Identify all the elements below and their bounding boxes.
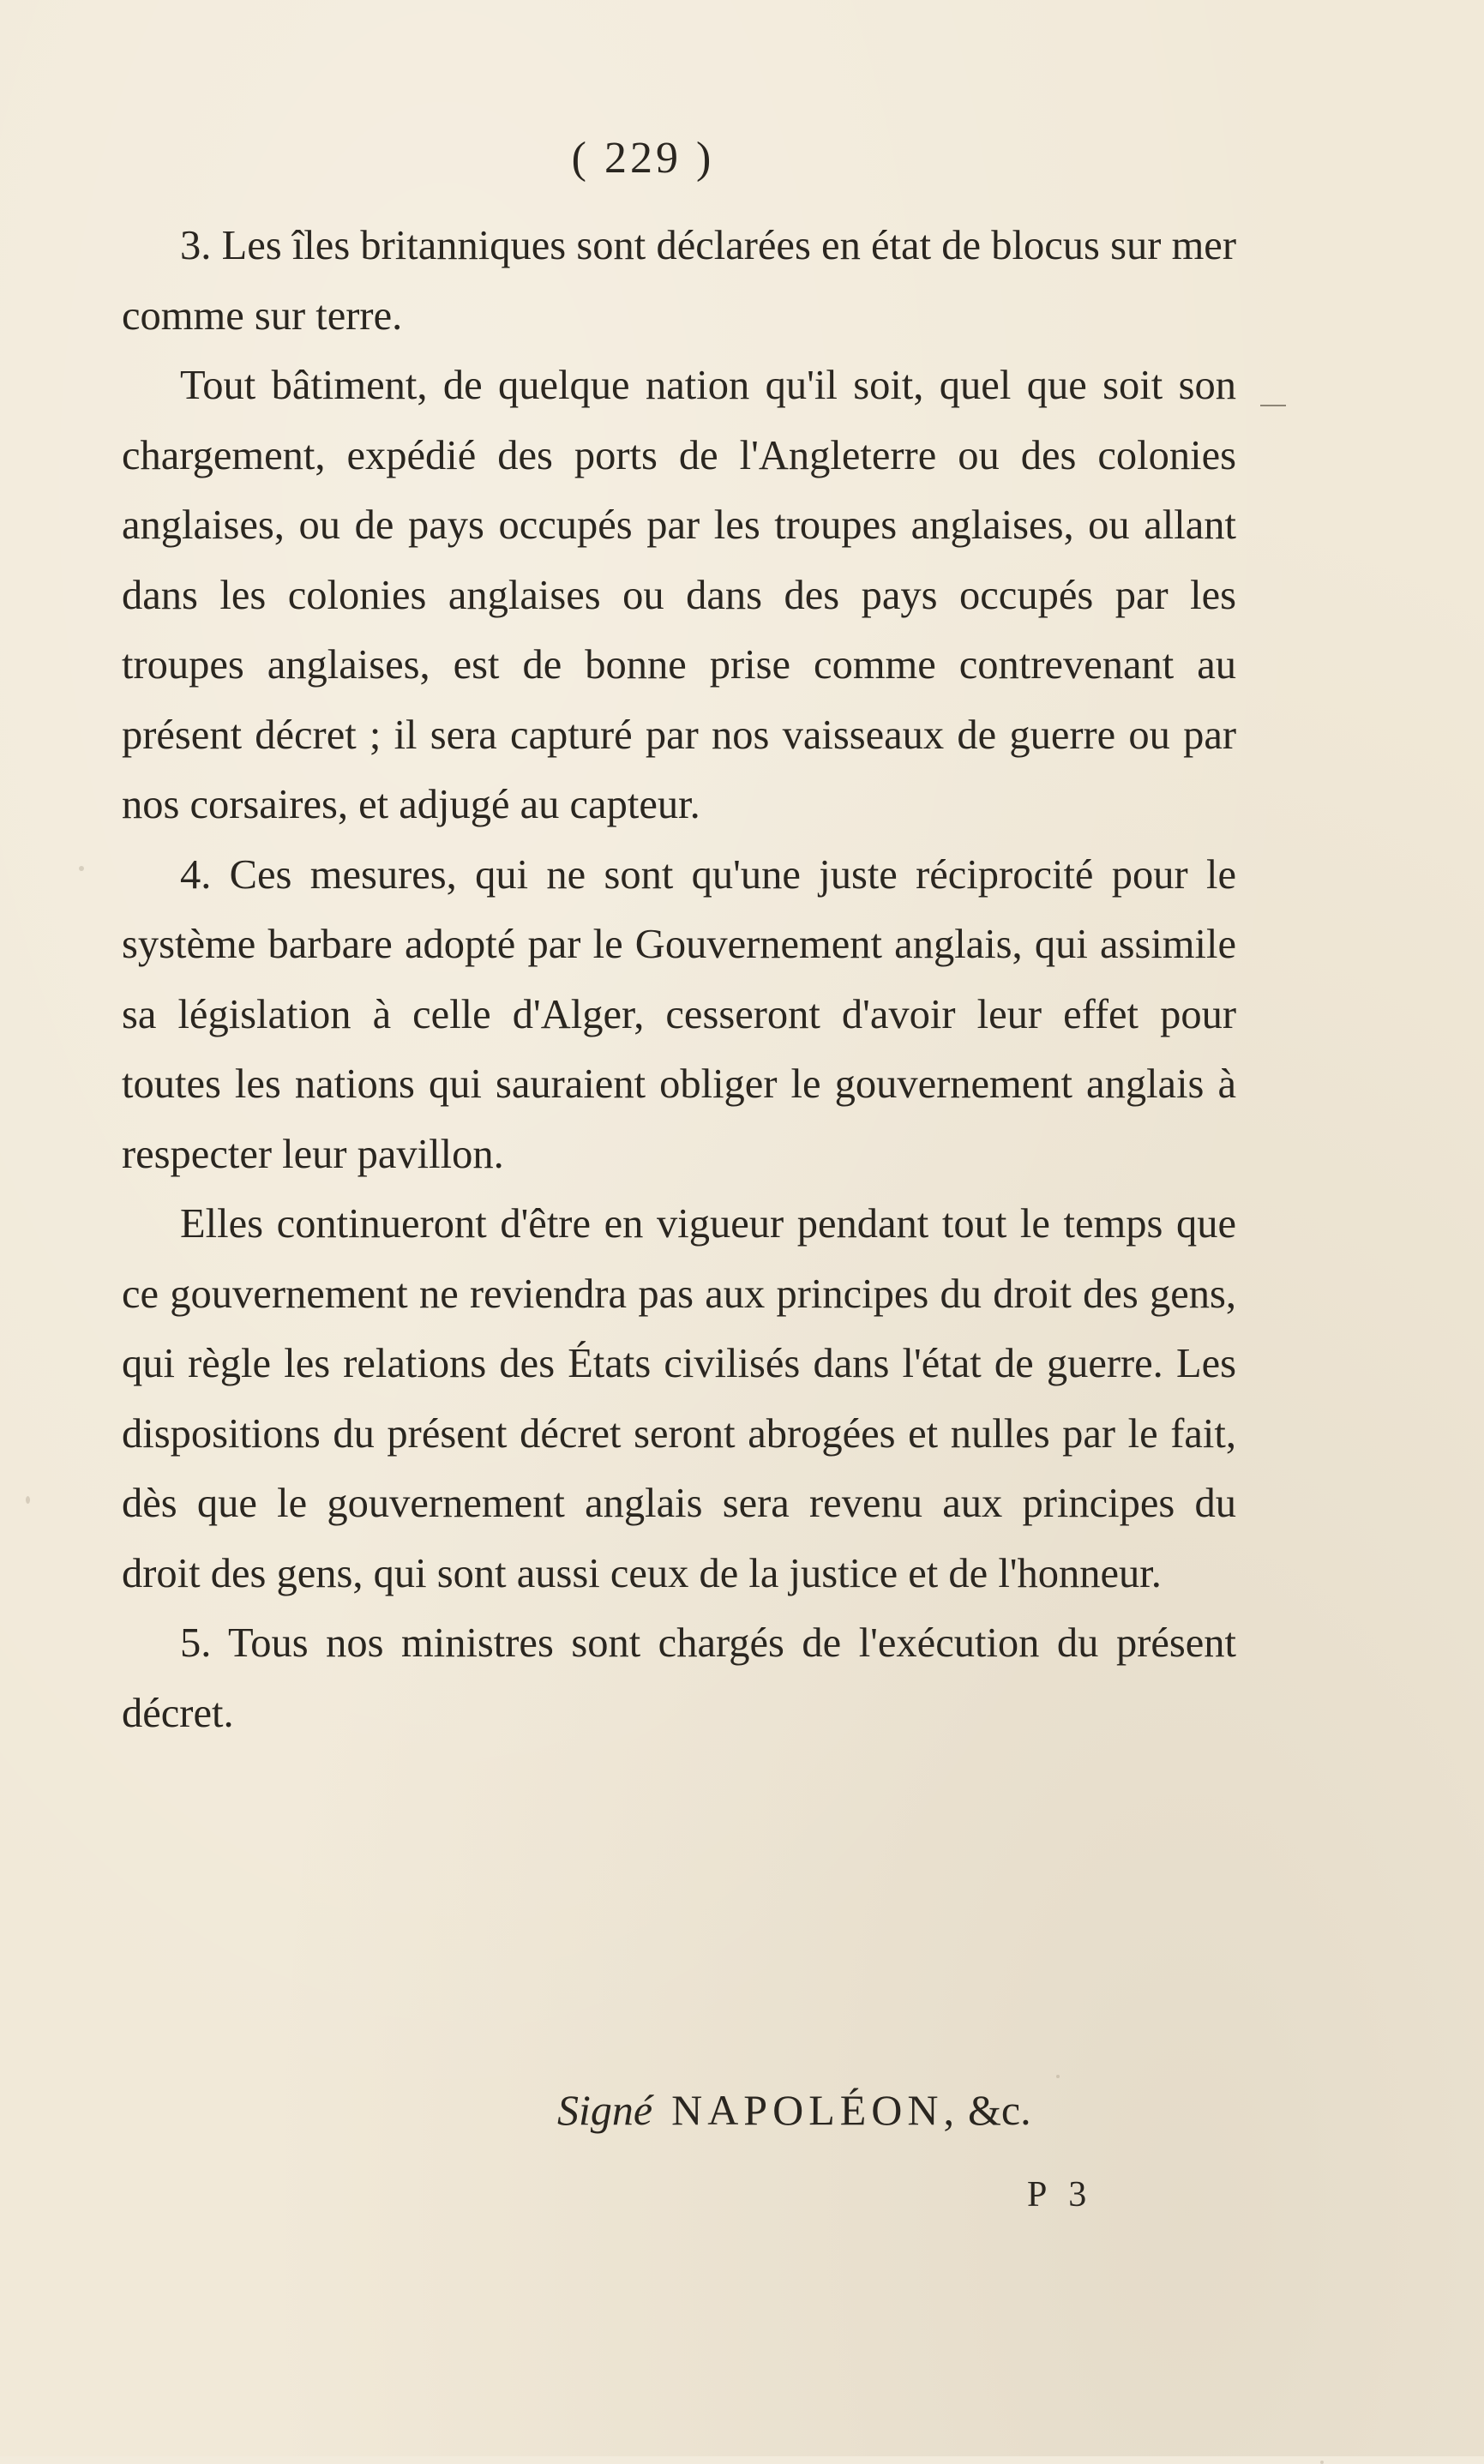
foxing-spot bbox=[1056, 2075, 1060, 2078]
signature-etc: &c. bbox=[968, 2086, 1031, 2134]
paragraph-article-4: 4. Ces mesures, qui ne sont qu'une juste réciprocité pour le système barbare adopté par le Gouvernement anglais, qui assimile sa législation à celle d'Alger, cesseront d'avoir leur effet pour toutes les nations qui sauraient obliger le gouvernement anglais à respecter leur pavillon. bbox=[122, 851, 1236, 1177]
paragraph-blockade-rules: Tout bâtiment, de quelque nation qu'il soit, quel que soit son chargement, expédié des ports de l'Angleterre ou des colonies anglaises, ou de pays occupés par les troupes anglaises, ou allant dans les colonies anglaises ou dans des pays occupés par les troupes anglaises, est de bonne prise comme contrevenant au présent décret ; il sera capturé par nos vaisseaux de guerre ou par nos corsaires, et adjugé au capteur. bbox=[122, 363, 1236, 827]
foxing-spot bbox=[1320, 2461, 1324, 2464]
foxing-spot bbox=[26, 1496, 30, 1504]
paragraph-article-5: 5. Tous nos ministres sont chargés de l'exécution du présent décret. bbox=[122, 1620, 1236, 1736]
margin-mark bbox=[1260, 405, 1286, 406]
signature-line bbox=[557, 2085, 1031, 2135]
paragraph-article-3: 3. Les îles britanniques sont déclarées en état de blocus sur mer comme sur terre. bbox=[122, 223, 1236, 339]
foxing-spot bbox=[79, 866, 84, 871]
page-number: ( 229 ) bbox=[571, 134, 715, 183]
signature-name: NAPOLÉON, bbox=[671, 2086, 960, 2134]
printer-signature-mark: P 3 bbox=[1027, 2175, 1094, 2215]
signature-signe: Signé bbox=[557, 2086, 653, 2134]
body-text bbox=[122, 211, 1236, 1748]
paragraph-duration: Elles continueront d'être en vigueur pendant tout le temps que ce gouvernement ne reviendra pas aux principes du droit des gens, qui règle les relations des États civilisés dans l'état de guerre. Les dispositions du présent décret seront abrogées et nulles par le fait, dès que le gouvernement anglais sera revenu aux principes du droit des gens, qui sont aussi ceux de la justice et de l'honneur. bbox=[122, 1201, 1236, 1596]
